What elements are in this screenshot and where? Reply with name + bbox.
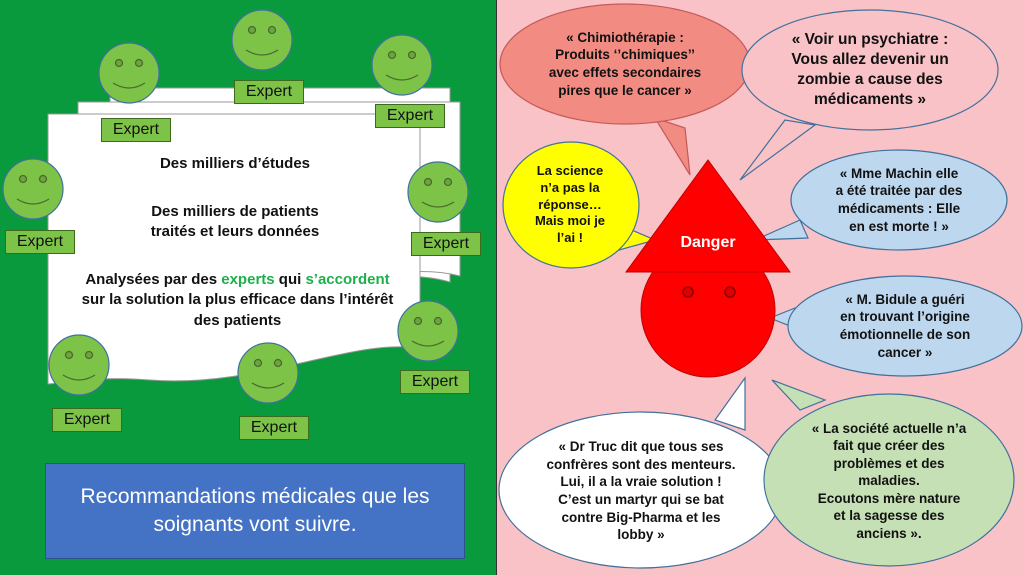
bubble-chimio-text: « Chimiothérapie : Produits ‘’chimiques’’ avec effets secondaires pires que le cancer »: [548, 29, 702, 98]
paper-text-analysed-e: sur la solution la plus efficace dans l’intérêt des patients: [81, 291, 394, 329]
expert-label: Expert: [234, 80, 304, 104]
expert-label: Expert: [52, 408, 122, 432]
paper-text-studies: Des milliers d’études: [159, 155, 311, 172]
bubble-psy-text: « Voir un psychiatre : Vous allez devenir un zombie a cause des médicaments »: [791, 30, 949, 109]
bubble-truc: [715, 378, 745, 430]
paper-text-analysed-a: Analysées par des: [85, 271, 222, 288]
bubble-bidule-text: « M. Bidule a guéri en trouvant l’origine émotionnelle de son cancer »: [839, 291, 971, 360]
bubble-psy: [740, 120, 815, 180]
expert-label: Expert: [375, 104, 445, 128]
bubble-science-text: La science n’a pas la réponse… Mais moi je l’ai !: [534, 162, 606, 246]
bubble-machin-text: « Mme Machin elle a été traitée par des médicaments : Elle en est morte ! »: [835, 165, 963, 234]
expert-label: Expert: [400, 370, 470, 394]
danger-hat: [626, 160, 790, 272]
danger-label: Danger: [680, 234, 736, 251]
paper-text-analysed-c: qui: [274, 271, 306, 288]
expert-label: Expert: [239, 416, 309, 440]
paper-text-patients: Des milliers de patients traités et leurs données: [150, 203, 320, 241]
recommendation-box: Recommandations médicales que les soignants vont suivre.: [45, 463, 465, 559]
bubble-societe: [772, 380, 825, 410]
bubble-societe-text: « La société actuelle n’a fait que créer des problèmes et des maladies. Ecoutons mère nature et la sagesse des anciens ».: [811, 420, 967, 541]
highlight-experts: experts: [221, 271, 275, 288]
expert-label: Expert: [411, 232, 481, 256]
expert-label: Expert: [5, 230, 75, 254]
bubble-truc-text: « Dr Truc dit que tous ses confrères sont des menteurs. Lui, il a la vraie solution ! C’est un martyr qui se bat contre Big-Pharma et les lobby »: [546, 439, 736, 543]
highlight-agree: s’accordent: [305, 271, 390, 288]
expert-label: Expert: [101, 118, 171, 142]
paper-text-analysed: [40, 270, 435, 331]
bubble-chimio: [655, 118, 690, 175]
